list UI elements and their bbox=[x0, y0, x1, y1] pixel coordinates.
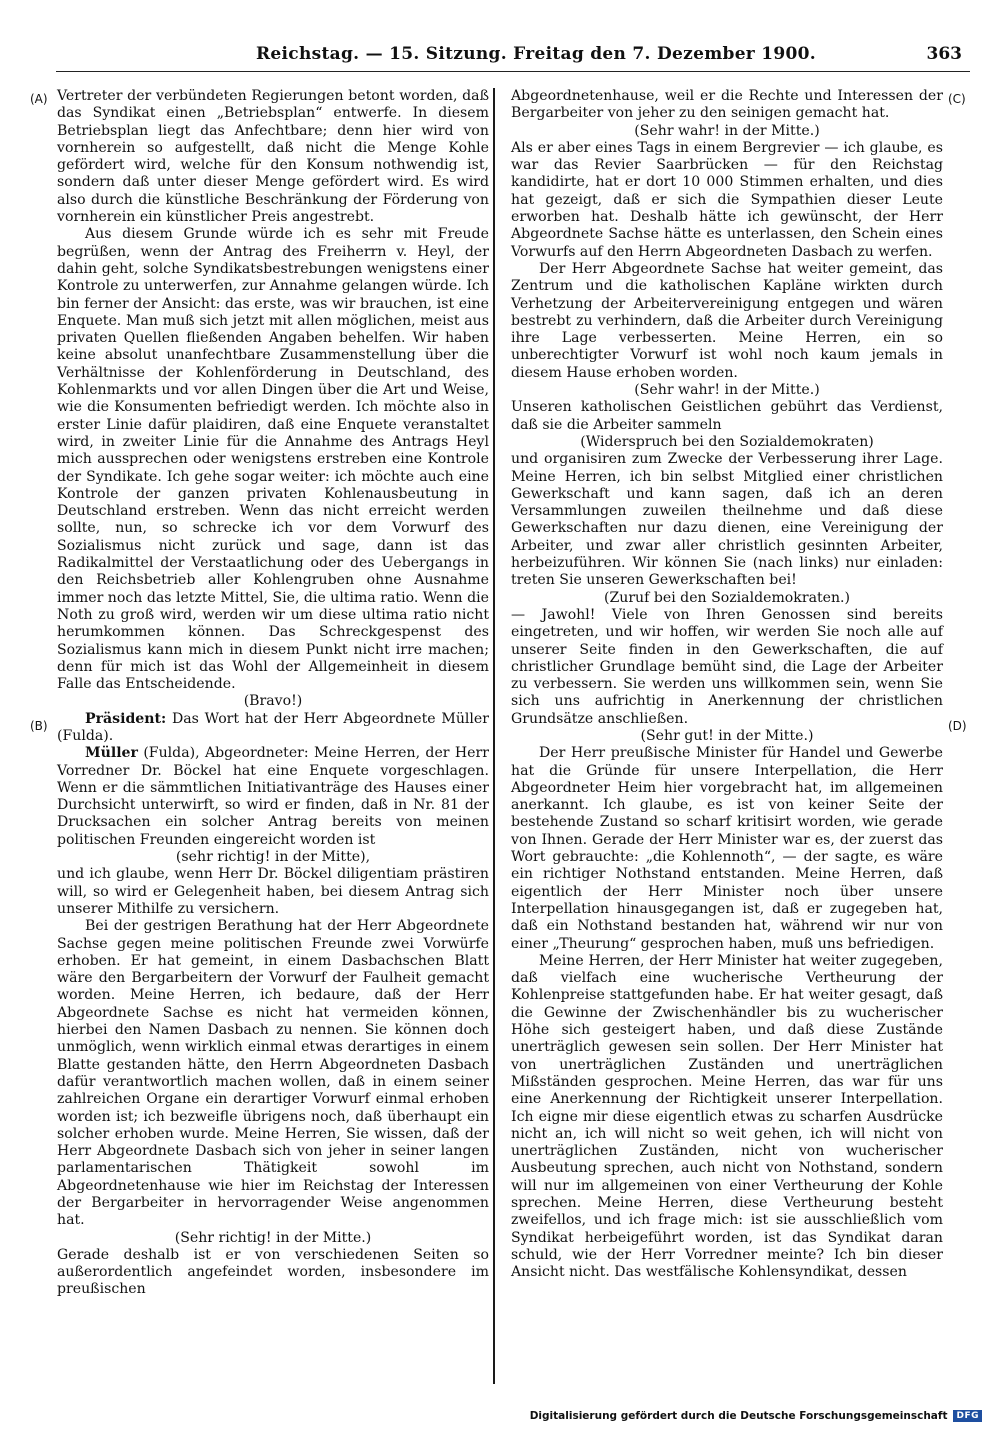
paragraph-text: Unseren katholischen Geistlichen gebührt das Verdienst, daß sie die Arbeiter sammeln bbox=[511, 399, 943, 433]
paragraph-text: Vertreter der verbündeten Regierungen betont worden, daß das Syndikat einen „Betriebsplan“ entwerfe. In diesem Betriebsplan liegt das Anfechtbare; denn hier wird von vornherein so aufgestellt, daß nicht die Menge Kohle gefördert wird, welche für den Konsum nothwendig ist, sondern daß unter dieser Menge gefördert wird. Es wird also durch die künstliche Beschränkung der Förderung von vornherein ein künstlicher Preis angestrebt. bbox=[57, 88, 489, 226]
interjection bbox=[511, 434, 943, 451]
paragraph bbox=[57, 1247, 489, 1299]
running-title: Reichstag. — 15. Sitzung. Freitag den 7. Dezember 1900. bbox=[256, 44, 817, 64]
paragraph bbox=[511, 140, 943, 261]
paragraph-text: Der Herr Abgeordnete Sachse hat weiter gemeint, das Zentrum und die katholischen Kapläne wirkten durch Verhetzung der Arbeitervereinigung entgegen und wären bestrebt zu verhindern, daß die Arbeiter durch Vereinigung ihre Lage verbesserten. Meine Herren, ein so unberechtigter Vorwurf ist wohl noch kaum jemals in diesem Hause erhoben worden. bbox=[511, 260, 943, 381]
paragraph-text: (Widerspruch bei den Sozialdemokraten) bbox=[580, 433, 874, 450]
paragraph-text: Meine Herren, der Herr Minister hat weiter zugegeben, daß vielfach eine wucherische Vertheurung der Kohlenpreise stattgefunden habe. Er hat weiter gesagt, daß die Gewinne der Zwischenhändler bis zu wucherischer Höhe sich gesteigert haben, und daß diese Zustände unerträglich gewesen sein sollen. Der Herr Minister hat von unerträglichen Zuständen und unerträglichen Mißständen gesprochen. Meine Herren, das war für uns eine Anerkennung der Richtigkeit unserer Interpellation. Ich eigne mir diese eigentlich etwas zu scharfen Ausdrücke nicht an, ich will nicht so weit gehen, ich will nicht von unerträglichen Zuständen, nicht von wucherischer Ausbeutung sprechen, auch nicht von Nothstand, sondern will nur im allgemeinen von einer Vertheurung der Kohle sprechen. Meine Herren, diese Vertheurung besteht zweifellos, und ich frage mich: ist sie ausschließlich vom Syndikat herbeigeführt worden, ist das Syndikat daran schuld, wie der Herr Vorredner meinte? Ich bin dieser Ansicht nicht. Das westfälische Kohlensyndikat, dessen bbox=[511, 952, 943, 1281]
paragraph bbox=[511, 745, 943, 953]
interjection bbox=[57, 1230, 489, 1247]
header-rule bbox=[56, 71, 970, 72]
paragraph bbox=[57, 226, 489, 693]
paragraph-text: Gerade deshalb ist er von verschiedenen Seiten so außerordentlich angefeindet worden, insbesondere im preußischen bbox=[57, 1246, 489, 1298]
interjection bbox=[511, 728, 943, 745]
paragraph bbox=[57, 711, 489, 746]
paragraph bbox=[511, 953, 943, 1282]
paragraph bbox=[57, 88, 489, 226]
paragraph-text: und organisiren zum Zwecke der Verbesserung ihrer Lage. Meine Herren, ich bin selbst Mitglied einer christlichen Gewerkschaft und kann sagen, daß ich an deren Versammlungen zuweilen theilnehme und daß diese Gewerkschaften nur dazu dienen, eine Vereinigung der Arbeiter, und zwar aller christlich gesinnten Arbeiter, herbeizuführen. Wir können Sie (nach links) nur einladen: treten Sie unseren Gewerkschaften bei! bbox=[511, 451, 943, 589]
paragraph-text: Abgeordnetenhause, weil er die Rechte und Interessen der Bergarbeiter von jeher zu den seinigen gemacht hat. bbox=[511, 88, 943, 122]
paragraph-text: Der Herr preußische Minister für Handel und Gewerbe hat die Gründe für unsere Interpellation, die Herr Abgeordneter Heim hier vorgebracht hat, im allgemeinen anerkannt. Ich glaube, es ist von keiner Seite der bestehende Zustand so scharf kritisirt worden, wie gerade von Ihnen. Gerade der Herr Minister war es, der zuerst das Wort gebrauchte: „die Kohlennoth“, — der sagte, es wäre ein richtiger Nothstand entstanden. Meine Herren, daß eigentlich der Herr Minister noch über unsere Interpellation hinausgegangen ist, daß er zugegeben hat, daß ein Nothstand bestanden hat, während wir nur von einer „Theurung“ gesprochen haben, muß uns befriedigen. bbox=[511, 745, 943, 952]
paragraph bbox=[511, 607, 943, 728]
paragraph-text: (Sehr wahr! in der Mitte.) bbox=[634, 122, 820, 139]
paragraph bbox=[57, 866, 489, 918]
paragraph-text: Bei der gestrigen Berathung hat der Herr Abgeordnete Sachse gegen meine politischen Freunde zwei Vorwürfe erhoben. Er hat gemeint, in einem Dasbachschen Blatt wäre den Bergarbeitern der Vorwurf der Faulheit gemacht worden. Meine Herren, ich bedaure, daß der Herr Abgeordnete Sachse es nicht hat vermeiden können, hierbei den Namen Dasbach zu nennen. Sie können doch unmöglich, wenn wirklich einmal etwas derartiges in einem Blatte gestanden hätte, den Herrn Abgeordneten Dasbach dafür verantwortlich machen wollen, daß in einem seiner zahlreichen Organe ein derartiger Vorwurf einmal erhoben worden ist; ich bezweifle übrigens noch, daß überhaupt ein solcher erhoben wurde. Meine Herren, Sie wissen, daß der Herr Abgeordnete Dasbach sich von jeher in seiner langen parlamentarischen Thätigkeit sowohl im Abgeordnetenhause wie hier im Reichstag der Interessen der Bergarbeiter in hervorragender Weise angenommen hat. bbox=[57, 918, 489, 1229]
margin-mark-a: (A) bbox=[30, 92, 48, 106]
paragraph-text: (Zuruf bei den Sozialdemokraten.) bbox=[603, 589, 851, 606]
paragraph-text: (Sehr richtig! in der Mitte.) bbox=[174, 1229, 372, 1246]
credit-text: Digitalisierung gefördert durch die Deutsche Forschungsgemeinschaft bbox=[529, 1410, 948, 1422]
margin-mark-b: (B) bbox=[30, 719, 48, 733]
left-column bbox=[57, 88, 489, 1299]
paragraph bbox=[511, 399, 943, 434]
paragraph-text: (Sehr gut! in der Mitte.) bbox=[640, 727, 814, 744]
interjection bbox=[511, 123, 943, 140]
paragraph-text: (Sehr wahr! in der Mitte.) bbox=[634, 382, 820, 399]
paragraph-text: Als er aber eines Tags in einem Bergrevier — ich glaube, es war das Revier Saarbrücken — für den Reichstag kandidirte, hat er dort 10 000 Stimmen erhalten, und dies hat gezeigt, daß er sich die Sympathien dieser Leute erworben hat. Deshalb hätte ich gewünscht, der Herr Abgeordnete Sachse hätte es unterlassen, den Schein eines Vorwurfs auf den Herrn Abgeordneten Dasbach zu werfen. bbox=[511, 139, 943, 260]
paragraph bbox=[511, 451, 943, 589]
margin-mark-d: (D) bbox=[948, 719, 967, 733]
paragraph bbox=[511, 88, 943, 123]
paragraph bbox=[57, 745, 489, 849]
speaker-name: Präsident: bbox=[85, 710, 167, 727]
paragraph bbox=[511, 261, 943, 382]
paragraph-text: — Jawohl! Viele von Ihren Genossen sind bereits eingetreten, und wir hoffen, wir werden Sie noch alle auf unserer Seite finden in den Gewerkschaften, die auf christlicher Grundlage bemüht sind, die Lage der Arbeiter zu verbessern. Sie werden uns willkommen sein, wenn Sie sich uns aufrichtig in Anerkennung der christlichen Grundsätze anschließen. bbox=[511, 606, 943, 727]
interjection bbox=[511, 590, 943, 607]
interjection bbox=[57, 849, 489, 866]
dfg-logo: DFG bbox=[953, 1410, 982, 1422]
speaker-name: Müller bbox=[85, 745, 138, 762]
paragraph-text: Das Wort hat der Herr Abgeordnete Müller (Fulda). bbox=[57, 710, 489, 744]
digitization-credit bbox=[530, 1410, 982, 1422]
interjection bbox=[511, 382, 943, 399]
paragraph-text: (Fulda), Abgeordneter: Meine Herren, der Herr Vorredner Dr. Böckel hat eine Enquete vorgeschlagen. Wenn er die sämmtlichen Initiativanträge des Hauses einer Durchsicht unterwirft, so wird er finden, daß in Nr. 81 der Drucksachen ein solcher Antrag bereits von meinen politischen Freunden eingereicht worden ist bbox=[57, 745, 489, 848]
interjection bbox=[57, 693, 489, 710]
paragraph-text: und ich glaube, wenn Herr Dr. Böckel diligentiam prästiren will, so wird er Gelegenheit haben, bei diesem Antrag sich unserer Mithilfe zu versichern. bbox=[57, 866, 489, 917]
page-number: 363 bbox=[926, 44, 962, 64]
margin-mark-c: (C) bbox=[948, 92, 966, 106]
paragraph-text: (sehr richtig! in der Mitte), bbox=[175, 849, 371, 866]
paragraph-text: Aus diesem Grunde würde ich es sehr mit Freude begrüßen, wenn der Antrag des Freiherrn v. Heyl, der dahin geht, solche Syndikatsbestrebungen wenigstens einer Kontrole zu unterwerfen, zur Annahme gelangen würde. Ich bin ferner der Ansicht: das erste, was wir brauchen, ist eine Enquete. Man muß sich jetzt mit allen möglichen, meist aus privaten Quellen fließenden Angaben behelfen. Wir haben keine absolut unanfechtbare Zusammenstellung über die Verhältnisse der Kohlenförderung in Deutschland, des Kohlenmarkts und vor allen Dingen über die Art und Weise, wie die Konsumenten befriedigt werden. Ich möchte also in erster Linie dafür plaidiren, daß eine Enquete veranstaltet wird, in zweiter Linie für die Annahme des Antrags Heyl mich aussprechen oder wenigstens erstreben eine Kontrole der Syndikate. Ich gehe sogar weiter: ich möchte auch eine Kontrole der ganzen privaten Kohlenausbeutung in Deutschland erstreben. Wenn das nicht erreicht werden sollte, nun, so schrecke ich vor dem Vorwurf des Sozialismus nicht zurück und sage, dann ist das Radikalmittel der Verstaatlichung oder des Uebergangs in den Reichsbetrieb aller Kohlengruben ohne Ausnahme immer noch das letzte Mittel, Sie, die ultima ratio. Wenn die Noth zu groß wird, werden wir um diese ultima ratio nicht herumkommen können. Das Schreckgespenst des Sozialismus kann mich in diesem Punkt nicht irre machen; denn für mich ist das Wohl der Allgemeinheit in diesem Falle das Entscheidende. bbox=[57, 226, 489, 693]
right-column bbox=[511, 88, 943, 1281]
paragraph bbox=[57, 918, 489, 1229]
paragraph-text: (Bravo!) bbox=[243, 693, 303, 710]
column-divider bbox=[493, 88, 495, 1384]
page-header bbox=[56, 44, 970, 68]
